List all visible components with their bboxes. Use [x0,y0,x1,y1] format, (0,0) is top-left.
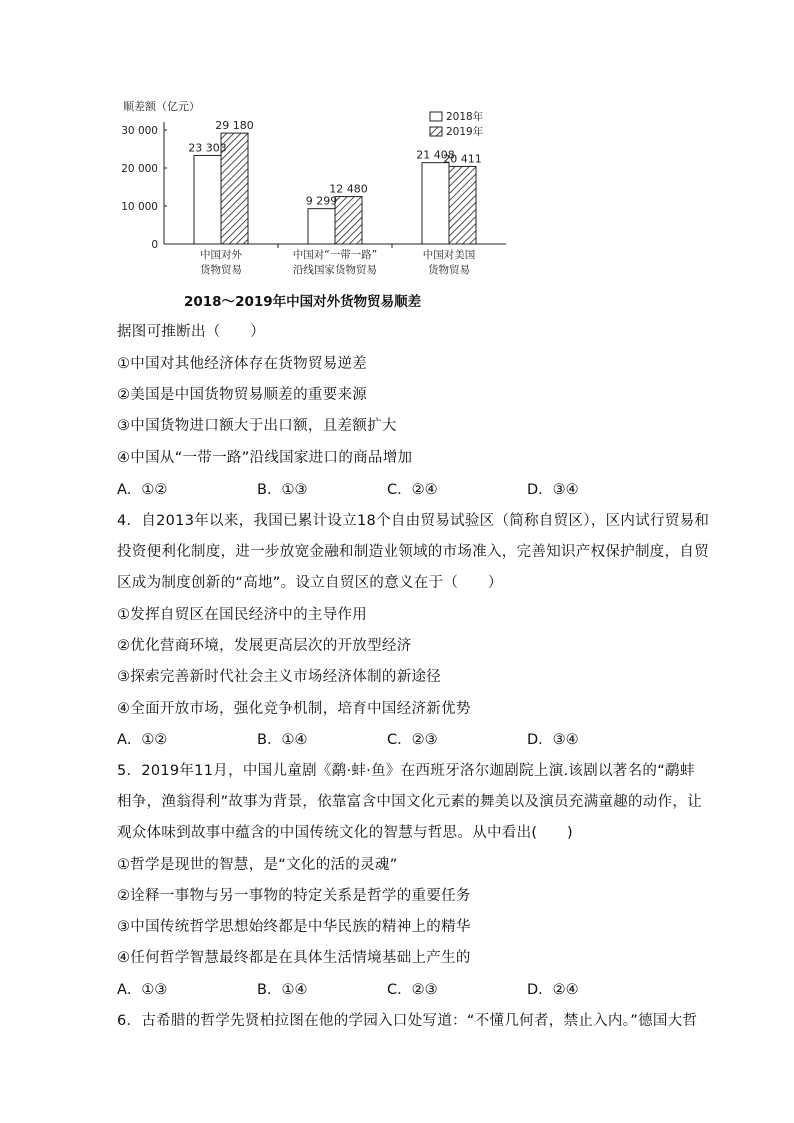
q4-option-a[interactable]: A．①② [117,732,168,748]
y-tick-label: 20 000 [121,163,158,175]
bar-value-label: 21 408 [416,148,455,162]
q5-option-b[interactable]: B．①④ [257,982,308,998]
bar-value-label: 23 303 [188,141,227,155]
bar-value-label: 29 180 [215,119,254,133]
q5-option-c[interactable]: C．②③ [387,982,438,998]
q4-stem-line-3: 区成为制度创新的“高地”。设立自贸区的意义在于（ ） [117,575,503,591]
bar-2018年-0 [194,155,221,244]
q5-stem-line-1: 5．2019年11月，中国儿童剧《鹬·蚌·鱼》在西班牙洛尔迦剧院上演.该剧以著名的“鹬蚌 [117,763,695,779]
bar-value-label: 12 480 [329,182,368,196]
q5-item-2: ②诠释一事物与另一事物的特定关系是哲学的重要任务 [117,888,471,904]
chart-legend [430,110,484,138]
y-axis-label: 顺差额（亿元） [123,100,200,113]
q3-option-c[interactable]: C．②④ [387,482,438,498]
legend-label-2019: 2019年 [446,126,484,138]
legend-label-2018: 2018年 [446,111,484,123]
trade-surplus-chart [120,98,520,288]
q4-stem-line-1: 4．自2013年以来，我国已累计设立18个自由贸易试验区（简称自贸区），区内试行贸易和 [117,513,710,529]
q3-item-4: ④中国从“一带一路”沿线国家进口的商品增加 [117,450,413,466]
q4-item-1: ①发挥自贸区在国民经济中的主导作用 [117,607,368,623]
q5-option-d[interactable]: D．②④ [527,982,579,998]
q3-option-b[interactable]: B．①③ [257,482,308,498]
bar-value-label: 9 299 [305,194,338,208]
y-tick-label: 10 000 [121,201,158,213]
q5-item-3: ③中国传统哲学思想始终都是中华民族的精神上的精华 [117,919,471,935]
q5-stem-line-3: 观众体味到故事中蕴含的中国传统文化的智慧与哲思。从中看出( ) [117,825,573,841]
bar-2019年-2 [449,166,476,244]
q6-stem-line-1: 6．古希腊的哲学先贤柏拉图在他的学园入口处写道：“不懂几何者，禁止入内。”德国大哲 [117,1013,698,1029]
q4-item-2: ②优化营商环境，发展更高层次的开放型经济 [117,638,412,654]
bar-2018年-1 [308,209,335,244]
x-category-label: 货物贸易 [428,264,470,276]
legend-swatch-2018 [430,112,442,121]
bar-value-label: 20 411 [443,152,482,166]
bar-2019年-1 [335,197,362,244]
q4-stem-line-2: 投资便利化制度，进一步放宽金融和制造业领域的市场准入，完善知识产权保护制度，自贸 [117,544,709,560]
x-category-label: 中国对“一带一路” [292,249,378,261]
q3-item-2: ②美国是中国货物贸易顺差的重要来源 [117,387,368,403]
y-tick-label: 0 [151,239,158,251]
x-category-label: 中国对外 [200,249,242,261]
q5-item-1: ①哲学是现世的智慧，是“文化的活的灵魂” [117,857,398,873]
q3-stem: 据图可推断出（ ） [117,324,265,340]
q4-option-b[interactable]: B．①④ [257,732,308,748]
x-category-label: 中国对美国 [422,249,476,261]
y-tick-label: 30 000 [121,125,158,137]
q3-item-3: ③中国货物进口额大于出口额，且差额扩大 [117,418,397,434]
q5-stem-line-2: 相争，渔翁得利”故事为背景，依靠富含中国文化元素的舞美以及演员充满童趣的动作，让 [117,794,703,810]
bar-2018年-2 [422,163,449,244]
q4-item-3: ③探索完善新时代社会主义市场经济体制的新途径 [117,669,442,685]
legend-swatch-2019 [430,127,442,136]
q5-item-4: ④任何哲学智慧最终都是在具体生活情境基础上产生的 [117,950,471,966]
q4-option-c[interactable]: C．②③ [387,732,438,748]
q4-item-4: ④全面开放市场，强化竞争机制，培育中国经济新优势 [117,701,471,717]
q3-item-1: ①中国对其他经济体存在货物贸易逆差 [117,356,368,372]
chart-caption: 2018～2019年中国对外货物贸易顺差 [184,294,422,310]
x-category-label: 货物贸易 [200,264,242,276]
q4-option-d[interactable]: D．③④ [527,732,579,748]
q3-option-d[interactable]: D．③④ [527,482,579,498]
q5-option-a[interactable]: A．①③ [117,982,168,998]
q3-option-a[interactable]: A．①② [117,482,168,498]
x-category-label: 沿线国家货物贸易 [293,264,377,276]
